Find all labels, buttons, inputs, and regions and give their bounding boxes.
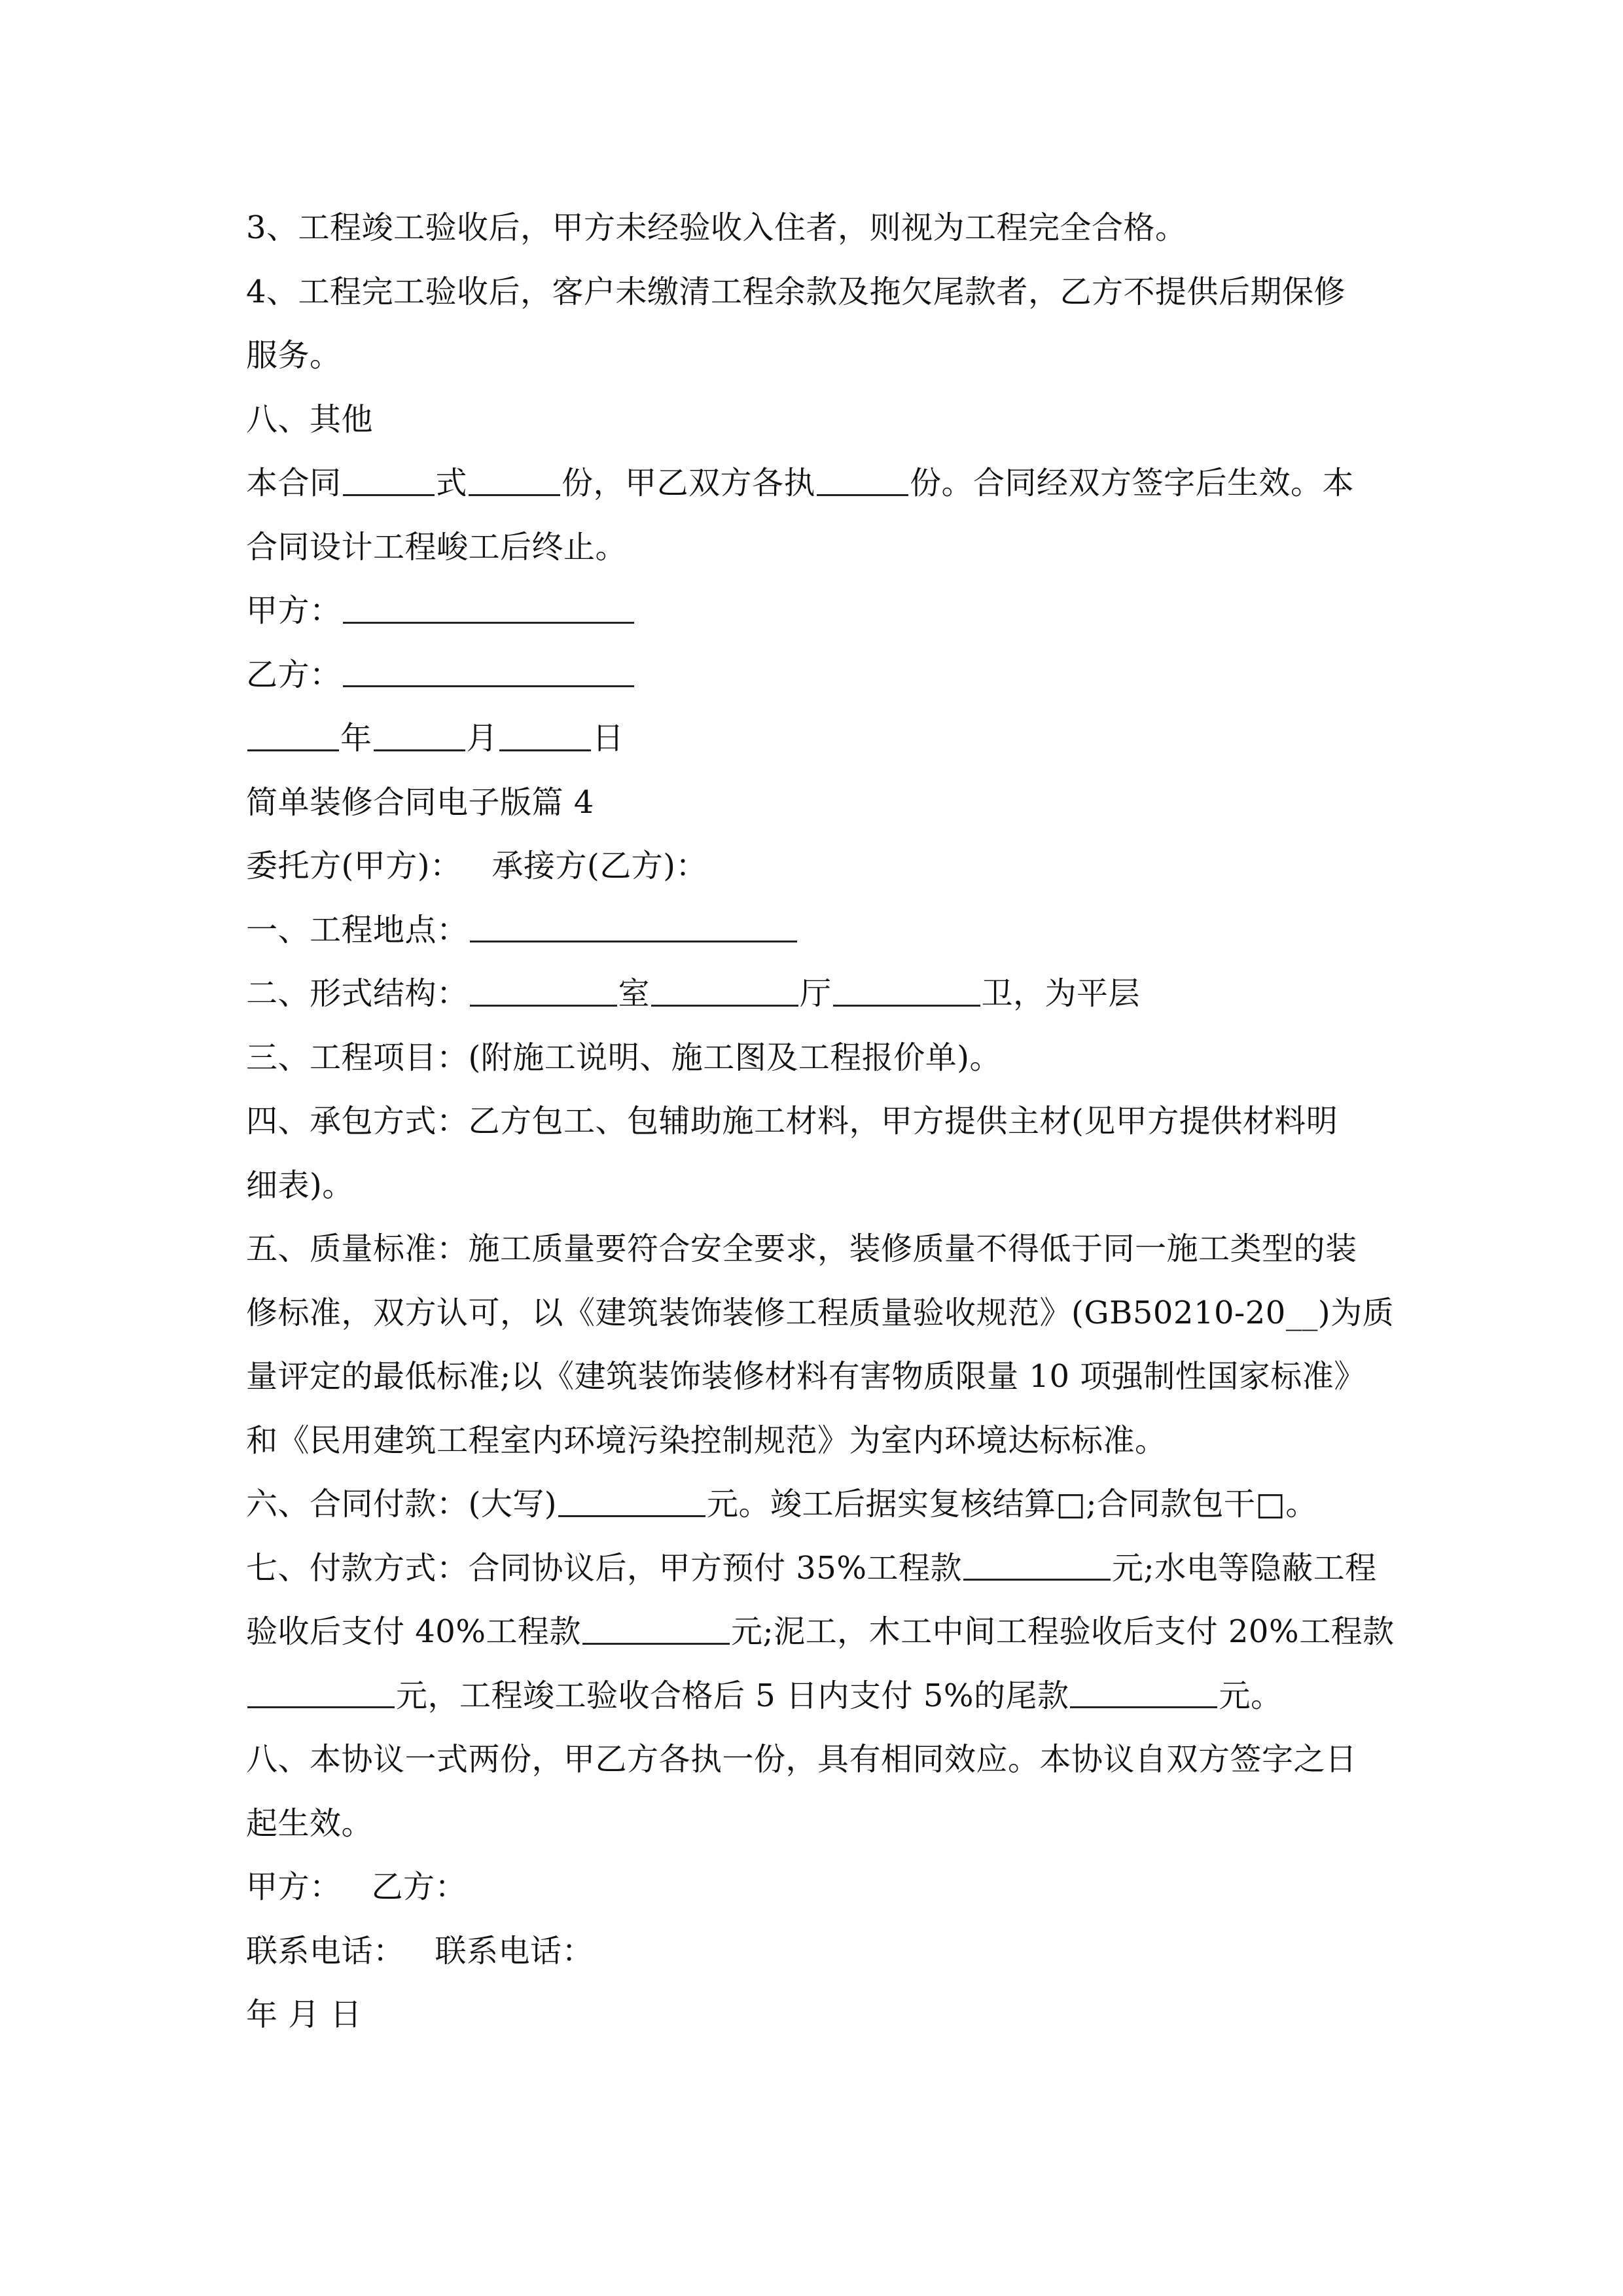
contractor-label: 承接方(乙方)： bbox=[491, 848, 707, 884]
method-3-blank-1 bbox=[247, 1678, 395, 1708]
location-blank bbox=[470, 912, 797, 942]
structure-line bbox=[246, 962, 1398, 1026]
payment-label: 六、合同付款：(大写) bbox=[246, 1486, 557, 1522]
copies-text-4: 份。合同经双方签字后生效。本 bbox=[910, 465, 1355, 501]
method-3-text-1: 元，工程竣工验收合格后 5 日内支付 5%的尾款 bbox=[396, 1677, 1069, 1714]
payment-blank bbox=[558, 1487, 705, 1517]
year-label: 年 bbox=[340, 720, 372, 757]
payment-rest: 元。竣工后据实复核结算□;合同款包干□。 bbox=[706, 1486, 1317, 1522]
method-2-blank bbox=[582, 1615, 730, 1645]
bath-blank bbox=[833, 977, 980, 1007]
agreement-line: 八、本协议一式两份，甲乙方各执一份，具有相同效应。本协议自双方签字之日 bbox=[246, 1741, 1357, 1778]
quality-line-4: 和《民用建筑工程室内环境污染控制规范》为室内环境达标标准。 bbox=[246, 1422, 1167, 1459]
contract-method-cont: 细表)。 bbox=[246, 1166, 354, 1204]
section-heading-other: 八、其他 bbox=[246, 401, 374, 438]
copies-line-cont: 合同设计工程峻工后终止。 bbox=[246, 528, 628, 565]
room-label: 室 bbox=[618, 975, 651, 1012]
month-blank bbox=[374, 721, 465, 751]
final-date-line: 年 月 日 bbox=[246, 1996, 363, 2033]
hall-blank bbox=[651, 977, 798, 1007]
sign-b: 乙方： bbox=[371, 1869, 467, 1905]
date-line bbox=[246, 707, 1398, 771]
contract-method-line: 四、承包方式：乙方包工、包辅助施工材料，甲方提供主材(见甲方提供材料明 bbox=[246, 1103, 1338, 1139]
payment-line bbox=[246, 1473, 1398, 1537]
year-blank bbox=[247, 721, 339, 751]
month-label: 月 bbox=[466, 720, 499, 757]
party-a-blank bbox=[343, 594, 634, 624]
location-label: 一、工程地点： bbox=[246, 911, 469, 948]
quality-line-2: 修标准，双方认可，以《建筑装饰装修工程质量验收规范》(GB50210-20__)为质 bbox=[246, 1294, 1395, 1331]
phone-a: 联系电话： bbox=[246, 1932, 405, 1969]
party-b-signature bbox=[246, 643, 1398, 708]
client-label: 委托方(甲方)： bbox=[246, 848, 462, 884]
method-1-text-2: 元;水电等隐蔽工程 bbox=[1111, 1549, 1377, 1587]
copies-line bbox=[246, 452, 1398, 516]
payment-method-line-1 bbox=[246, 1537, 1398, 1601]
phone-line bbox=[246, 1920, 1398, 1984]
location-line bbox=[246, 899, 1398, 963]
quality-line-1: 五、质量标准：施工质量要符合安全要求，装修质量不得低于同一施工类型的装 bbox=[246, 1230, 1357, 1267]
method-3-blank-2 bbox=[1070, 1678, 1217, 1708]
clause-4-cont: 服务。 bbox=[246, 337, 342, 374]
quality-line-3: 量评定的最低标准;以《建筑装饰装修材料有害物质限量 10 项强制性国家标准》 bbox=[246, 1358, 1366, 1395]
copies-blank-1 bbox=[343, 466, 435, 496]
bath-label: 卫，为平层 bbox=[981, 975, 1141, 1012]
section-title: 简单装修合同电子版篇 4 bbox=[246, 783, 594, 821]
day-blank bbox=[499, 721, 591, 751]
copies-text-3: 份，甲乙双方各执 bbox=[562, 465, 816, 501]
copies-text-1: 本合同 bbox=[246, 465, 342, 501]
clause-3: 3、工程竣工验收后，甲方未经验收入住者，则视为工程完全合格。 bbox=[246, 209, 1187, 246]
party-a-signature bbox=[246, 579, 1398, 643]
agreement-cont: 起生效。 bbox=[246, 1804, 374, 1842]
parties-line bbox=[246, 834, 1398, 899]
copies-blank-3 bbox=[817, 466, 908, 496]
method-1-blank bbox=[963, 1551, 1111, 1581]
copies-text-2: 式 bbox=[435, 465, 468, 501]
day-label: 日 bbox=[592, 720, 624, 757]
method-3-text-2: 元。 bbox=[1219, 1677, 1283, 1714]
room-blank bbox=[470, 977, 617, 1007]
hall-label: 厅 bbox=[800, 975, 832, 1012]
document-body bbox=[246, 196, 1398, 2047]
party-b-blank bbox=[343, 657, 634, 687]
method-2-text-1: 验收后支付 40%工程款 bbox=[246, 1613, 581, 1650]
method-1-text-1: 七、付款方式：合同协议后，甲方预付 35%工程款 bbox=[246, 1549, 962, 1587]
project-items-line: 三、工程项目：(附施工说明、施工图及工程报价单)。 bbox=[246, 1039, 1001, 1076]
payment-method-line-2 bbox=[246, 1600, 1398, 1664]
sign-line bbox=[246, 1856, 1398, 1920]
method-2-text-2: 元;泥工，木工中间工程验收后支付 20%工程款 bbox=[730, 1613, 1395, 1650]
structure-label: 二、形式结构： bbox=[246, 975, 469, 1012]
party-b-label: 乙方： bbox=[246, 656, 342, 693]
copies-blank-2 bbox=[469, 466, 560, 496]
clause-4: 4、工程完工验收后，客户未缴清工程余款及拖欠尾款者，乙方不提供后期保修 bbox=[246, 273, 1346, 310]
payment-method-line-3 bbox=[246, 1664, 1398, 1729]
party-a-label: 甲方： bbox=[246, 592, 342, 629]
phone-b: 联系电话： bbox=[435, 1932, 594, 1969]
sign-a: 甲方： bbox=[246, 1869, 342, 1905]
